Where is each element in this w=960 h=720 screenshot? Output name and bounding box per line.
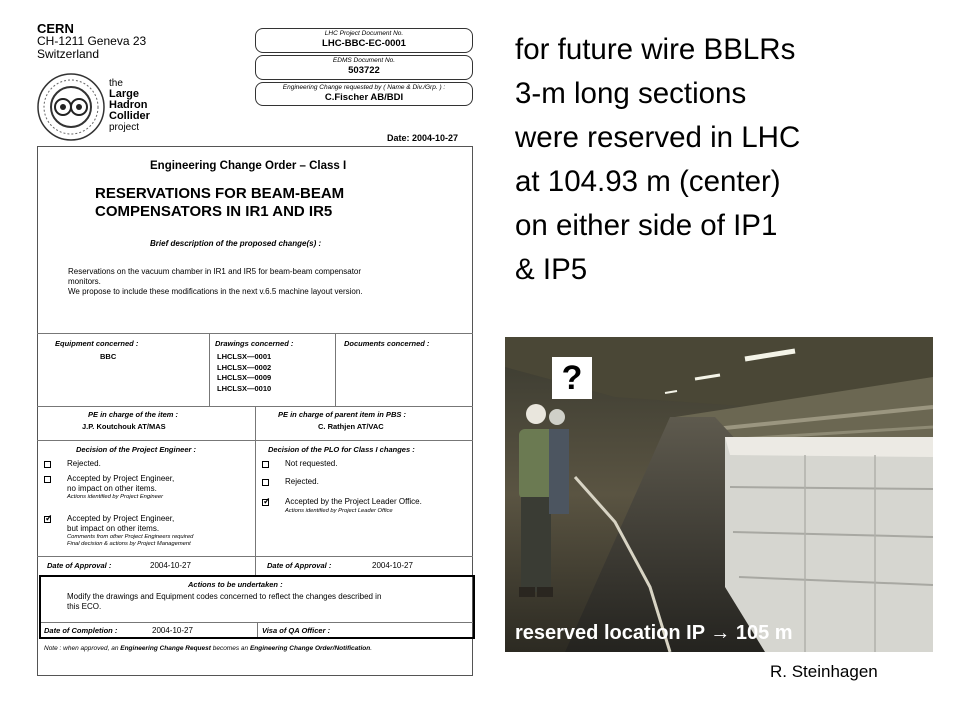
option-note-line: Comments from other Project Engineers required xyxy=(67,534,194,540)
drawing-item: LHCLSX—0002 xyxy=(217,362,272,372)
actions-label: Actions to be undertaken : xyxy=(188,580,283,589)
approval-date: 2004-10-27 xyxy=(372,561,413,570)
form-title: Engineering Change Order – Class I xyxy=(150,160,347,172)
checkbox[interactable] xyxy=(44,476,51,483)
form-heading xyxy=(95,185,344,221)
note-bold: Engineering Change Request xyxy=(120,645,211,652)
slide-text-line: on either side of IP1 xyxy=(515,209,778,242)
option-note: Actions identified by Project Engineer xyxy=(67,494,164,500)
change-description xyxy=(68,267,463,297)
project-the: the xyxy=(109,78,123,89)
option-line: Accepted by Project Engineer, xyxy=(67,514,175,523)
drawings-label: Drawings concerned : xyxy=(215,339,294,348)
requested-by-box xyxy=(255,82,473,106)
address-line: Switzerland xyxy=(37,47,100,61)
divider xyxy=(335,333,336,406)
note-text: becomes an xyxy=(210,645,250,652)
project-name xyxy=(109,78,150,133)
slide-text-line: for future wire BBLRs xyxy=(515,33,796,66)
divider xyxy=(209,333,210,406)
question-mark: ? xyxy=(552,357,592,399)
note-text: . xyxy=(370,645,373,652)
pe-parent-label: PE in charge of parent item in PBS : xyxy=(278,410,406,419)
option-label: Not requested. xyxy=(285,459,338,468)
slide-text-line: were reserved in LHC xyxy=(515,121,801,154)
slide-text-line: at 104.93 m (center) xyxy=(515,165,781,198)
visa-label: Visa of QA Officer : xyxy=(262,626,331,635)
documents-label: Documents concerned : xyxy=(344,339,430,348)
description-line: Reservations on the vacuum chamber in IR1 and IR5 for beam-beam compensator xyxy=(68,267,362,276)
decision-pe-label: Decision of the Project Engineer : xyxy=(76,445,197,454)
checkbox[interactable] xyxy=(262,461,269,468)
option-label xyxy=(67,474,174,493)
requested-by-caption: Engineering Change requested by ( Name & Div./Grp. ) : xyxy=(282,84,446,91)
option-line: Accepted by Project Engineer, xyxy=(67,474,175,483)
option-note-line: Final decision & actions by Project Management xyxy=(67,541,191,547)
drawing-item: LHCLSX—0010 xyxy=(217,383,272,393)
option-note: Actions identified by Project Leader Office xyxy=(285,508,393,514)
lhc-logo xyxy=(36,72,106,142)
completion-date: 2004-10-27 xyxy=(152,626,193,635)
divider xyxy=(37,440,473,441)
doc-number: LHC-BBC-EC-0001 xyxy=(322,38,406,49)
actions-line: Modify the drawings and Equipment codes concerned to reflect the changes described in xyxy=(67,592,382,601)
decision-plo-label: Decision of the PLO for Class I changes : xyxy=(268,445,415,454)
option-line: but impact on other items. xyxy=(67,523,160,533)
option-line: no impact on other items. xyxy=(67,483,157,493)
note-text: Note : when approved, an xyxy=(44,645,121,652)
edms-box xyxy=(255,55,473,80)
checkbox-checked[interactable] xyxy=(44,516,51,523)
divider xyxy=(255,406,256,576)
slide-text-line: & IP5 xyxy=(515,253,588,286)
divider xyxy=(37,333,473,334)
equipment-label: Equipment concerned : xyxy=(55,339,139,348)
project-word: project xyxy=(109,122,140,133)
note-bold: Engineering Change Order/Notification xyxy=(249,645,371,652)
doc-number-caption: LHC Project Document No. xyxy=(324,30,404,37)
doc-number-box xyxy=(255,28,473,53)
checkbox[interactable] xyxy=(44,461,51,468)
author: R. Steinhagen xyxy=(770,662,878,681)
checkbox[interactable] xyxy=(262,479,269,486)
description-line: monitors. xyxy=(68,277,101,286)
pe-label: PE in charge of the item : xyxy=(88,410,179,419)
option-label: Accepted by the Project Leader Office. xyxy=(285,497,422,506)
completion-label: Date of Completion : xyxy=(44,626,118,635)
checkbox-checked[interactable] xyxy=(262,499,269,506)
option-label xyxy=(67,514,174,533)
cern-address xyxy=(37,22,146,61)
option-label: Rejected. xyxy=(285,477,319,486)
drawing-item: LHCLSX—0001 xyxy=(217,352,272,361)
form-note xyxy=(44,645,372,652)
approval-label: Date of Approval : xyxy=(267,561,332,570)
drawing-item: LHCLSX—0009 xyxy=(217,373,272,382)
form-heading-line: RESERVATIONS FOR BEAM-BEAM xyxy=(95,185,345,202)
brief-label: Brief description of the proposed change(s) : xyxy=(150,239,322,248)
org-name: CERN xyxy=(37,21,74,36)
option-note xyxy=(67,534,193,548)
document-date: Date: 2004-10-27 xyxy=(387,133,459,143)
option-label: Rejected. xyxy=(67,459,101,468)
drawings-list xyxy=(217,352,271,394)
project-hadron: Hadron xyxy=(109,99,148,111)
edms-number: 503722 xyxy=(348,65,380,76)
pe-parent-value: C. Rathjen AT/VAC xyxy=(318,422,384,431)
pe-value: J.P. Koutchouk AT/MAS xyxy=(82,422,166,431)
approval-date: 2004-10-27 xyxy=(150,561,191,570)
actions-text xyxy=(67,592,381,611)
requested-by: C.Fischer AB/BDI xyxy=(324,92,404,103)
slide-text xyxy=(515,28,945,292)
actions-line: this ECO. xyxy=(67,601,102,611)
divider xyxy=(37,556,473,557)
description-line: We propose to include these modifications in the next v.6.5 machine layout version. xyxy=(68,287,363,296)
slide-text-line: 3-m long sections xyxy=(515,77,747,110)
address-line: CH-1211 Geneva 23 xyxy=(37,34,147,48)
project-large: Large xyxy=(109,88,139,100)
approval-label: Date of Approval : xyxy=(47,561,112,570)
edms-caption: EDMS Document No. xyxy=(332,57,396,64)
equipment-value: BBC xyxy=(100,352,117,361)
photo-caption: reserved location IP → 105 m xyxy=(515,622,793,644)
project-collider: Collider xyxy=(109,110,150,122)
form-heading-line: COMPENSATORS IN IR1 AND IR5 xyxy=(95,203,333,220)
